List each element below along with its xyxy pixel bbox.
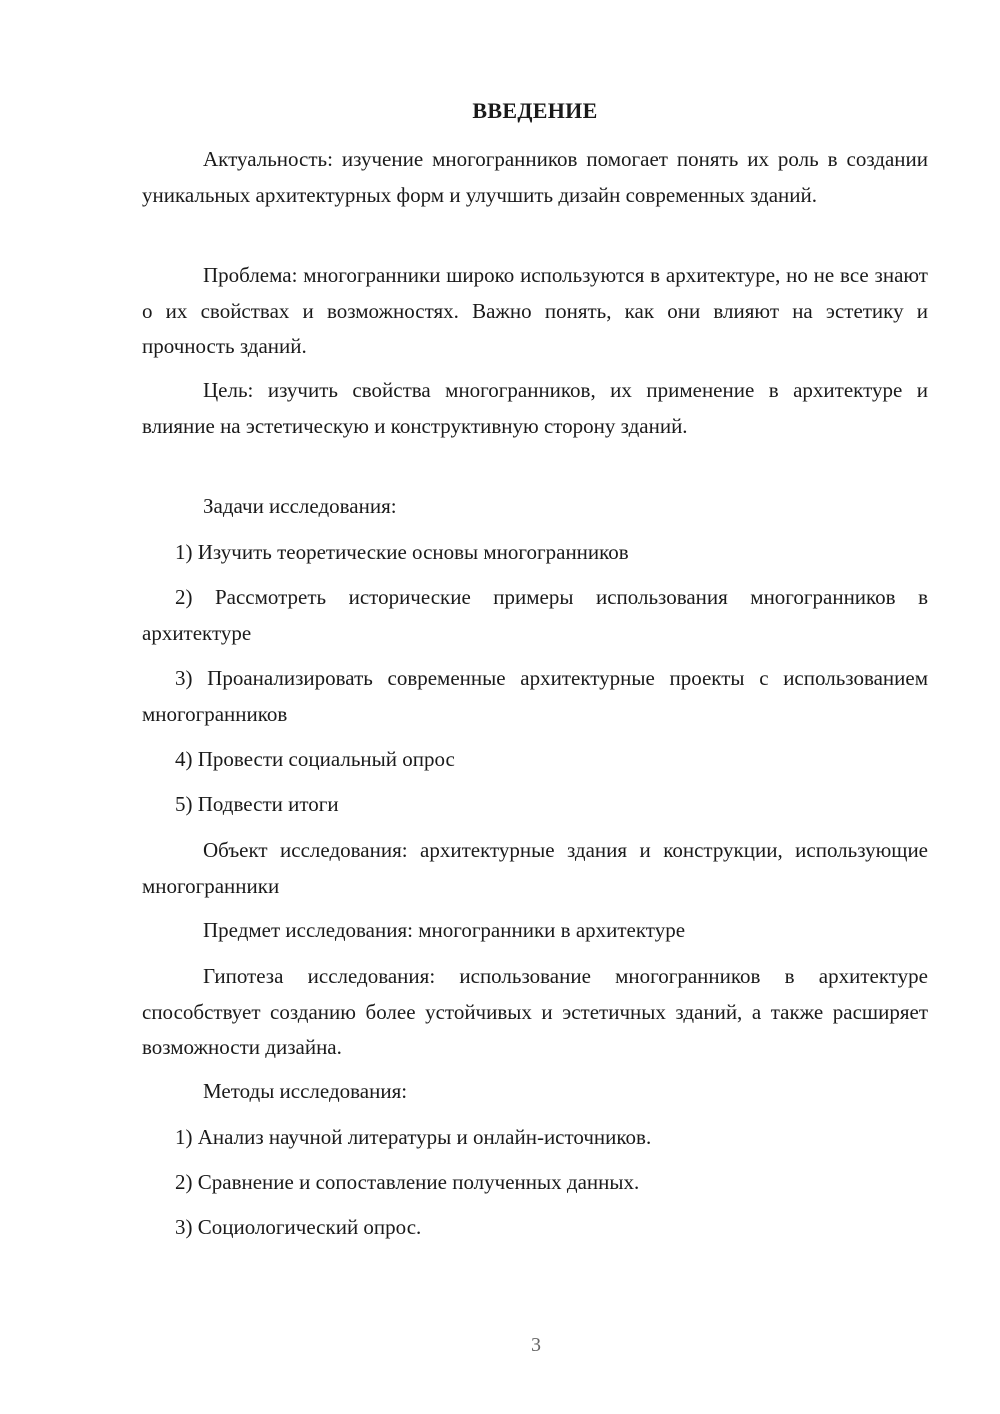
- task-item: 4) Провести социальный опрос: [175, 747, 455, 771]
- paragraph-problem: Проблема: многогранники широко используются в архитектуре, но не все знают о их свойствах и возможностях. Важно понять, как они влияют на эстетику и прочность зданий.: [142, 263, 928, 358]
- paragraph-methods-heading: Методы исследования:: [203, 1079, 408, 1103]
- paragraph-relevance: Актуальность: изучение многогранников помогает понять их роль в создании уникальных архитектурных форм и улучшить дизайн современных зданий.: [142, 147, 928, 207]
- task-item: 3) Проанализировать современные архитектурные проекты с использованием многогранников: [142, 666, 928, 726]
- method-item: 3) Социологический опрос.: [175, 1215, 422, 1239]
- task-item: 2) Рассмотреть исторические примеры использования многогранников в архитектуре: [142, 585, 928, 645]
- page-number: 3: [531, 1334, 541, 1356]
- task-item: 1) Изучить теоретические основы многогранников: [175, 540, 629, 564]
- paragraph-goal: Цель: изучить свойства многогранников, их применение в архитектуре и влияние на эстетическую и конструктивную сторону зданий.: [142, 378, 928, 438]
- paragraph-hypothesis: Гипотеза исследования: использование многогранников в архитектуре способствует созданию более устойчивых и эстетичных зданий, а также расширяет возможности дизайна.: [142, 964, 928, 1059]
- paragraph-research-object: Объект исследования: архитектурные здания и конструкции, использующие многогранники: [142, 838, 928, 898]
- page-title: ВВЕДЕНИЕ: [472, 98, 598, 123]
- method-item: 2) Сравнение и сопоставление полученных данных.: [175, 1170, 640, 1194]
- task-item: 5) Подвести итоги: [175, 792, 339, 816]
- paragraph-tasks-heading: Задачи исследования:: [203, 494, 397, 518]
- method-item: 1) Анализ научной литературы и онлайн-источников.: [175, 1125, 652, 1149]
- paragraph-research-subject: Предмет исследования: многогранники в архитектуре: [203, 918, 686, 942]
